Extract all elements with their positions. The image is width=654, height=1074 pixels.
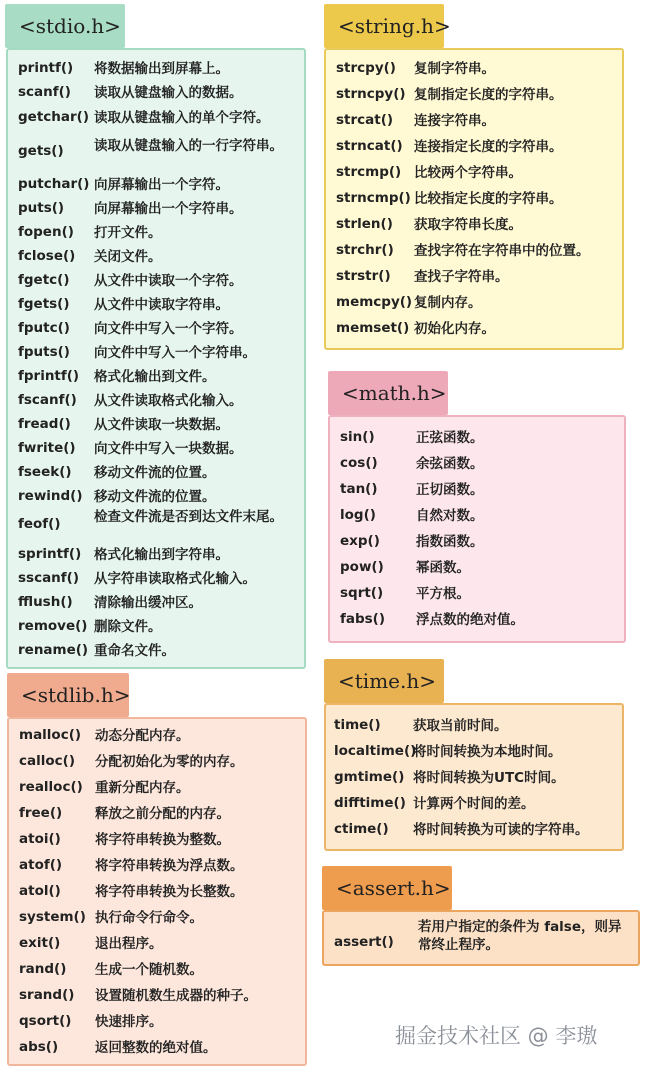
function-name: memset()	[336, 320, 410, 336]
function-description: 计算两个时间的差。	[413, 796, 535, 812]
function-name: memcpy()	[336, 294, 413, 310]
function-description: 正弦函数。	[416, 430, 484, 446]
stdlib-function-list	[7, 717, 307, 1066]
function-name: putchar()	[18, 176, 90, 192]
function-description: 查找字符在字符串中的位置。	[414, 243, 590, 259]
function-name: free()	[19, 805, 63, 821]
function-name: fwrite()	[18, 440, 76, 456]
function-name: difftime()	[334, 795, 406, 811]
function-name: srand()	[19, 987, 75, 1003]
function-description: 读取从键盘输入的数据。	[94, 85, 243, 101]
function-description: 自然对数。	[416, 508, 484, 524]
string-function-list	[324, 48, 624, 350]
stdio-title: <stdio.h>	[19, 14, 121, 38]
function-name: getchar()	[18, 109, 89, 125]
function-description: 获取当前时间。	[413, 718, 508, 734]
function-description: 从文件读取格式化输入。	[94, 393, 243, 409]
function-description: 初始化内存。	[414, 321, 495, 337]
function-name: realloc()	[19, 779, 83, 795]
function-name: atol()	[19, 883, 61, 899]
function-name: fopen()	[18, 224, 74, 240]
time-function-list	[324, 703, 624, 851]
function-name: remove()	[18, 618, 88, 634]
function-description: 移动文件流的位置。	[94, 489, 216, 505]
function-name: strchr()	[336, 242, 394, 258]
function-description: 读取从键盘输入的单个字符。	[94, 110, 270, 126]
function-name: exit()	[19, 935, 61, 951]
function-name: qsort()	[19, 1013, 72, 1029]
time-header-tab	[324, 659, 444, 703]
function-name: calloc()	[19, 753, 75, 769]
function-name: puts()	[18, 200, 65, 216]
function-description: 从字符串读取格式化输入。	[94, 571, 256, 587]
function-description: 余弦函数。	[416, 456, 484, 472]
function-description: 返回整数的绝对值。	[95, 1040, 217, 1056]
function-name: strncpy()	[336, 86, 406, 102]
function-name: pow()	[340, 559, 384, 575]
function-name: feof()	[18, 516, 61, 532]
function-description: 向文件中写入一个字符。	[94, 321, 243, 337]
function-name: rand()	[19, 961, 67, 977]
function-name: gets()	[18, 143, 64, 159]
function-name: strcmp()	[336, 164, 402, 180]
assert-header-tab	[322, 866, 452, 910]
function-description: 复制指定长度的字符串。	[414, 87, 563, 103]
function-name: abs()	[19, 1039, 59, 1055]
function-name: localtime()	[334, 743, 417, 759]
function-name: strstr()	[336, 268, 391, 284]
function-description: 浮点数的绝对值。	[416, 612, 524, 628]
math-title: <math.h>	[342, 381, 447, 405]
function-description: 从文件读取一块数据。	[94, 417, 229, 433]
function-name: fputs()	[18, 344, 70, 360]
function-description: 连接指定长度的字符串。	[414, 139, 563, 155]
function-name: exp()	[340, 533, 380, 549]
function-description: 从文件中读取字符串。	[94, 297, 229, 313]
stdio-function-list	[6, 48, 306, 669]
function-description: 将字符串转换为长整数。	[95, 884, 244, 900]
function-description: 关闭文件。	[94, 249, 162, 265]
function-description: 分配初始化为零的内存。	[95, 754, 244, 770]
function-name: scanf()	[18, 84, 71, 100]
function-description: 比较指定长度的字符串。	[414, 191, 563, 207]
function-description: 格式化输出到字符串。	[94, 547, 229, 563]
function-name: printf()	[18, 60, 74, 76]
function-description: 重命名文件。	[94, 643, 175, 659]
function-name: fscanf()	[18, 392, 77, 408]
function-description: 复制内存。	[414, 295, 482, 311]
function-name: atoi()	[19, 831, 61, 847]
function-name: sscanf()	[18, 570, 80, 586]
function-name: fclose()	[18, 248, 76, 264]
function-description: 释放之前分配的内存。	[95, 806, 230, 822]
function-description: 连接字符串。	[414, 113, 495, 129]
function-name: system()	[19, 909, 86, 925]
function-description: 将时间转换为UTC时间。	[413, 770, 565, 786]
function-name: strncat()	[336, 138, 403, 154]
function-name: fputc()	[18, 320, 70, 336]
assert-function-list	[322, 910, 640, 966]
function-name: fread()	[18, 416, 71, 432]
function-description: 动态分配内存。	[95, 728, 190, 744]
function-description: 退出程序。	[95, 936, 163, 952]
assert-title: <assert.h>	[336, 876, 451, 900]
function-name: gmtime()	[334, 769, 405, 785]
function-description: 获取字符串长度。	[414, 217, 522, 233]
function-name: atof()	[19, 857, 63, 873]
string-title: <string.h>	[338, 14, 451, 38]
function-name: cos()	[340, 455, 378, 471]
function-name: strncmp()	[336, 190, 411, 206]
function-description: 从文件中读取一个字符。	[94, 273, 243, 289]
function-description: 移动文件流的位置。	[94, 465, 216, 481]
function-description: 向文件中写入一个字符串。	[94, 345, 256, 361]
function-name: assert()	[334, 934, 394, 950]
function-description: 将数据输出到屏幕上。	[94, 61, 229, 77]
function-description: 生成一个随机数。	[95, 962, 203, 978]
string-header-tab	[324, 4, 451, 48]
function-description: 格式化输出到文件。	[94, 369, 216, 385]
function-name: strcat()	[336, 112, 394, 128]
function-description: 比较两个字符串。	[414, 165, 522, 181]
function-name: tan()	[340, 481, 378, 497]
math-function-list	[328, 415, 626, 643]
time-title: <time.h>	[338, 669, 436, 693]
function-description: 向文件中写入一块数据。	[94, 441, 243, 457]
function-description: 删除文件。	[94, 619, 162, 635]
function-description: 设置随机数生成器的种子。	[95, 988, 257, 1004]
function-description: 查找子字符串。	[414, 269, 509, 285]
function-name: fflush()	[18, 594, 73, 610]
function-description: 复制字符串。	[414, 61, 495, 77]
function-name: sin()	[340, 429, 375, 445]
math-header-tab	[328, 371, 448, 415]
function-name: sqrt()	[340, 585, 384, 601]
function-description: 将字符串转换为浮点数。	[95, 858, 244, 874]
function-description: 读取从键盘输入的一行字符串。	[94, 138, 283, 154]
stdlib-header-tab	[7, 673, 129, 717]
watermark: 掘金技术社区 @ 李璈	[395, 1024, 598, 1048]
function-name: time()	[334, 717, 381, 733]
function-name: rename()	[18, 642, 89, 658]
function-description: 重新分配内存。	[95, 780, 190, 796]
stdlib-title: <stdlib.h>	[21, 683, 131, 707]
function-description: 若用户指定的条件为 false，则异常终止程序。	[418, 919, 622, 953]
function-name: malloc()	[19, 727, 82, 743]
function-description: 幂函数。	[416, 560, 470, 576]
function-name: fgets()	[18, 296, 70, 312]
function-name: fabs()	[340, 611, 386, 627]
function-description: 向屏幕输出一个字符串。	[94, 201, 243, 217]
function-name: sprintf()	[18, 546, 82, 562]
function-description: 快速排序。	[95, 1014, 163, 1030]
function-name: fseek()	[18, 464, 72, 480]
function-name: log()	[340, 507, 376, 523]
function-description: 将时间转换为可读的字符串。	[413, 822, 589, 838]
function-name: fprintf()	[18, 368, 80, 384]
stdio-header-tab	[5, 4, 125, 48]
function-name: ctime()	[334, 821, 389, 837]
function-name: fgetc()	[18, 272, 70, 288]
function-name: strcpy()	[336, 60, 396, 76]
function-description: 打开文件。	[94, 225, 162, 241]
function-description: 执行命令行命令。	[95, 910, 203, 926]
function-description: 平方根。	[416, 586, 470, 602]
function-description: 正切函数。	[416, 482, 484, 498]
function-description: 将字符串转换为整数。	[95, 832, 230, 848]
function-description: 清除输出缓冲区。	[94, 595, 202, 611]
function-description: 向屏幕输出一个字符。	[94, 177, 229, 193]
function-description: 将时间转换为本地时间。	[413, 744, 562, 760]
function-description: 指数函数。	[416, 534, 484, 550]
function-name: rewind()	[18, 488, 83, 504]
function-name: strlen()	[336, 216, 393, 232]
function-description: 检查文件流是否到达文件末尾。	[94, 509, 283, 525]
